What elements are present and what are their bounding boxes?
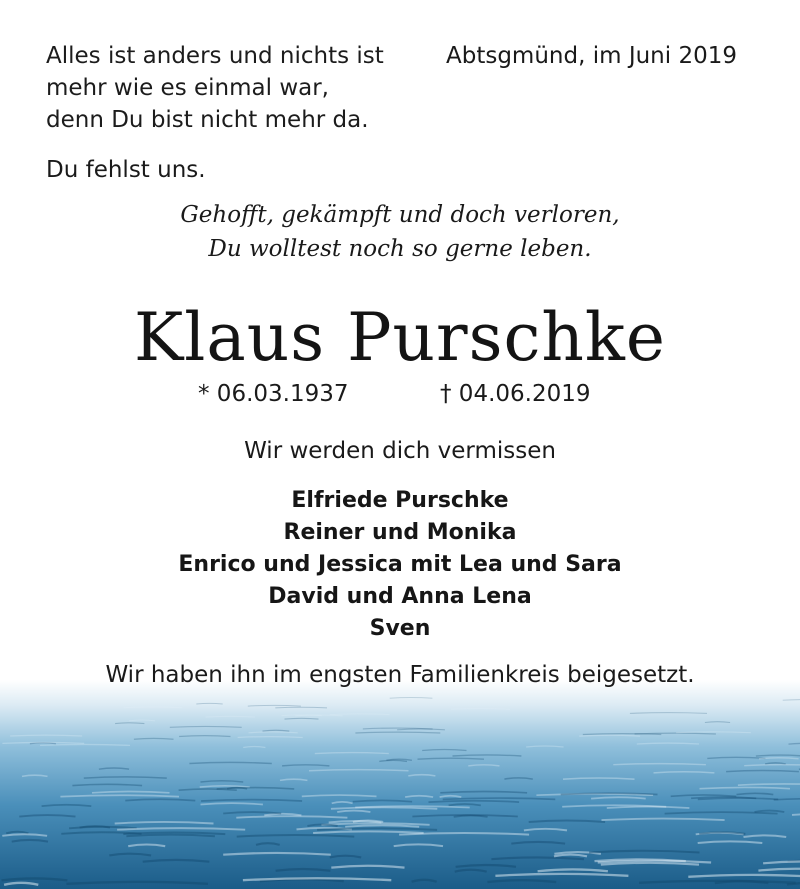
quote-line: Du wolltest noch so gerne leben. [208,236,592,262]
quote-line: Gehofft, gekämpft und doch verloren, [180,202,620,228]
death-date: † 04.06.2019 [440,381,591,407]
intro-poem [46,40,384,136]
intro-line: mehr wie es einmal war, [46,75,329,101]
intro-line: denn Du bist nicht mehr da. [46,107,369,133]
burial-note: Wir haben ihn im engsten Familienkreis beigesetzt. [105,662,695,688]
family-list [0,485,800,645]
miss-us-line: Du fehlst uns. [46,157,206,183]
sea-background-image [0,680,800,889]
miss-you-line: Wir werden dich vermissen [244,438,556,464]
family-member: David und Anna Lena [268,584,532,609]
place-and-date: Abtsgmünd, im Juni 2019 [446,43,737,69]
intro-line: Alles ist anders und nichts ist [46,43,384,69]
birth-date: * 06.03.1937 [198,381,349,407]
family-member: Enrico und Jessica mit Lea und Sara [178,552,622,577]
wave-ripple [783,700,800,701]
family-member: Sven [369,616,431,641]
family-member: Elfriede Purschke [291,488,509,513]
family-member: Reiner und Monika [283,520,517,545]
deceased-name: Klaus Purschke [134,299,666,376]
quote [0,198,800,266]
